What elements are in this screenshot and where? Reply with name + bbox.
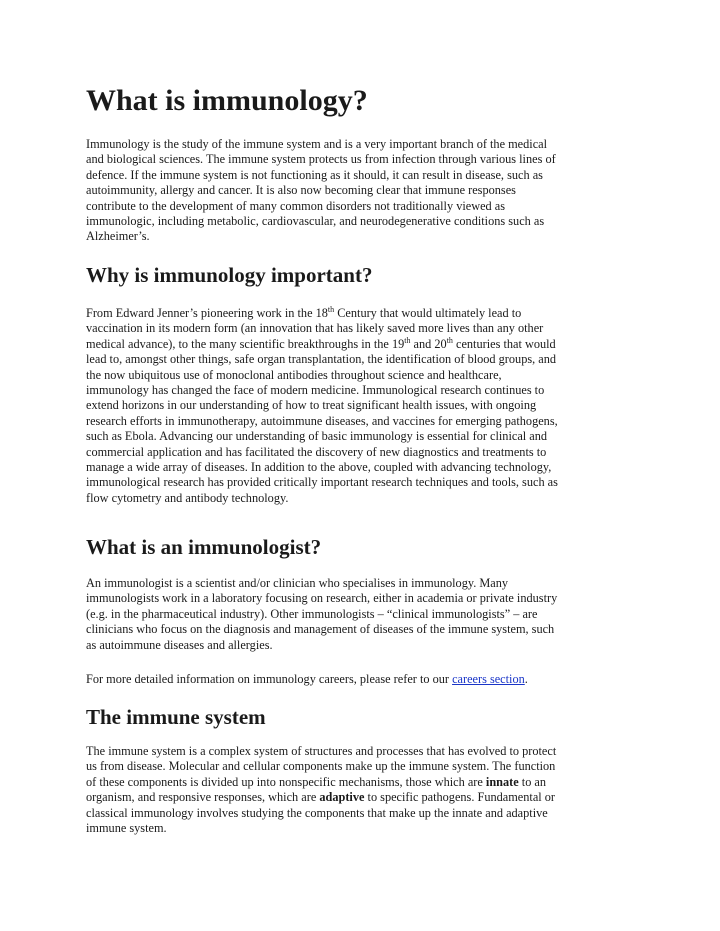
paragraph-line: and biological sciences. The immune system protects us from infection through various lines of	[86, 152, 556, 167]
text-run: From Edward Jenner’s pioneering work in the 18	[86, 306, 328, 320]
bold-term-innate: innate	[485, 774, 519, 789]
heading-immune-system: The immune system	[86, 705, 266, 729]
paragraph-line: as autoimmune diseases and allergies.	[86, 637, 273, 652]
paragraph-line: Immunology is the study of the immune system and is a very important branch of the medical	[86, 137, 548, 151]
text-run: .	[524, 672, 528, 686]
text-run: to an	[518, 774, 547, 789]
careers-section-link[interactable]: careers section	[452, 672, 525, 686]
text-run: medical advance), to the many scientific breakthroughs in the 19	[86, 336, 405, 351]
bold-term-adaptive: adaptive	[319, 790, 365, 805]
intro-paragraph	[86, 137, 556, 245]
paragraph-line	[86, 337, 558, 352]
paragraph-line: manage a wide array of diseases. In addition to the above, coupled with advancing technology,	[86, 460, 552, 475]
paragraph-line: research efforts in immunotherapy, autoimmune diseases, and vaccines for emerging pathogens,	[86, 413, 558, 428]
heading-what-is-immunologist: What is an immunologist?	[86, 535, 322, 559]
paragraph-line: immunologic, including metabolic, cardiovascular, and neurodegenerative conditions such as	[86, 214, 545, 229]
superscript: th	[404, 335, 411, 345]
paragraph-line: autoimmunity, allergy and cancer. It is also now becoming clear that immune responses	[86, 183, 516, 198]
superscript: th	[327, 304, 335, 314]
paragraph-line: immune system.	[86, 821, 167, 836]
paragraph-line: vaccination in its modern form (an innovation that has likely saved more lives than any other	[86, 321, 544, 336]
paragraph-line: An immunologist is a scientist and/or clinician who specialises in immunology. Many	[86, 576, 509, 590]
heading-why-important: Why is immunology important?	[86, 263, 373, 287]
paragraph-line	[86, 775, 556, 790]
text-run: For more detailed information on immunology careers, please refer to our	[86, 672, 453, 686]
paragraph-line: (e.g. in the pharmaceutical industry). Other immunologists – “clinical immunologists” – are	[86, 606, 538, 621]
text-run: Century that would ultimately lead to	[334, 306, 522, 320]
paragraph-line: clinicians who focus on the diagnosis and management of diseases of the immune system, such	[86, 622, 555, 637]
paragraph-line: immunology has changed the face of modern medicine. Immunological research continues to	[86, 383, 545, 398]
paragraph-line: flow cytometry and antibody technology.	[86, 490, 289, 505]
paragraph-line	[86, 790, 556, 805]
paragraph-line: the now ubiquitous use of monoclonal antibodies throughout science and healthcare,	[86, 367, 502, 382]
paragraph-line: Alzheimer’s.	[86, 229, 150, 244]
paragraph-line	[86, 306, 558, 321]
paragraph-line: us from disease. Molecular and cellular components make up the immune system. The function	[86, 759, 556, 774]
paragraph-line: such as Ebola. Advancing our understanding of basic immunology is essential for clinical and	[86, 429, 548, 444]
paragraph-line: contribute to the development of many common disorders not traditionally viewed as	[86, 198, 506, 213]
text-run: to specific pathogens. Fundamental or	[364, 790, 556, 805]
text-run: and 20	[410, 336, 447, 351]
text-run: organism, and responsive responses, which are	[86, 790, 320, 805]
superscript: th	[446, 335, 453, 345]
paragraph-line: extend horizons in our understanding of how to treat significant health issues, with ongoing	[86, 398, 537, 413]
paragraph-line: The immune system is a complex system of structures and processes that has evolved to protect	[86, 744, 557, 758]
immunologist-paragraph	[86, 576, 557, 653]
careers-paragraph	[86, 672, 528, 687]
immune-paragraph	[86, 744, 556, 836]
paragraph-line: defence. If the immune system is not functioning as it should, it can result in disease, such as	[86, 167, 543, 182]
page-title: What is immunology?	[86, 84, 368, 117]
why-paragraph	[86, 306, 558, 506]
text-run: centuries that would	[452, 336, 556, 351]
paragraph-line: commercial application and has facilitated the discovery of new diagnostics and treatments to	[86, 444, 547, 459]
paragraph-line: immunologists work in a laboratory focusing on research, either in academia or private industry	[86, 591, 558, 606]
text-run: of these components is divided up into nonspecific mechanisms, those which are	[86, 774, 486, 789]
paragraph-line: classical immunology involves studying the components that make up the innate and adaptive	[86, 805, 548, 820]
paragraph-line: lead to, amongst other things, safe organ transplantation, the identification of blood groups, and	[86, 352, 557, 367]
paragraph-line: immunological research has provided critically important research techniques and tools, such as	[86, 475, 558, 490]
